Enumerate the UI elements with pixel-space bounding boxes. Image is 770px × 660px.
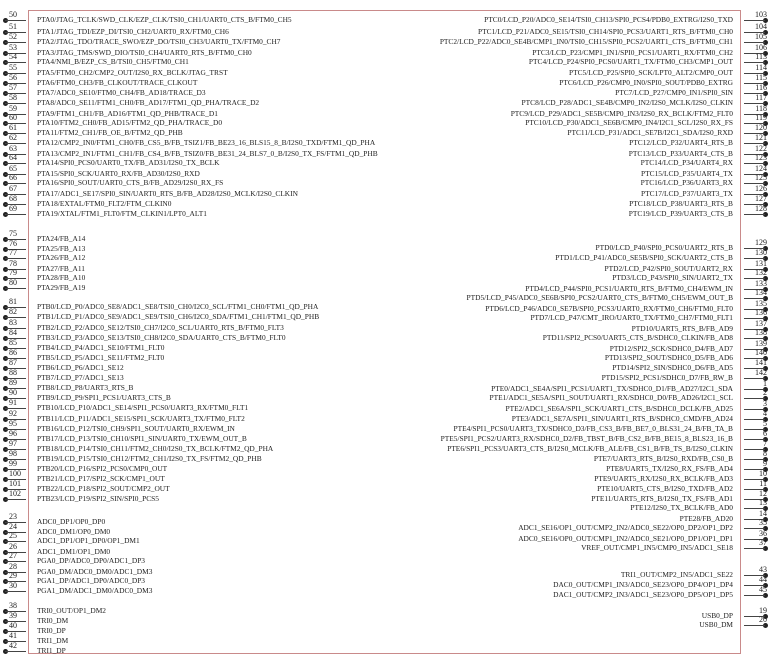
pin-number: 122 bbox=[755, 144, 767, 153]
pin-signal-label: PTE2/ADC1_SE6A/SPI1_SCK/UART1_CTS_B/SDHC0_DCLK/FB_AD25 bbox=[505, 404, 733, 413]
pin-number: 79 bbox=[9, 268, 17, 277]
pin-signal-label: PTB1/LCD_P1/ADC0_SE9/ADC1_SE9/TSI0_CH6/I2C0_SDA/FTM1_CH1/FTM1_QD_PHB bbox=[37, 312, 320, 321]
pin-signal-label: PTE10/UART5_CTS_B/I2S0_TXD/FB_AD2 bbox=[597, 484, 733, 493]
pin-number: 39 bbox=[9, 611, 17, 620]
pin-signal-label: PTD0/LCD_P40/SPI0_PCS0/UART2_RTS_B bbox=[595, 243, 733, 252]
pin-signal-label: PTD11/SPI2_PCS0/UART5_CTS_B/SDHC0_CLKIN/FB_AD8 bbox=[542, 333, 733, 342]
pin-signal-label: PTD15/SPI2_PCS1/SDHC0_D7/FB_RW_B bbox=[601, 373, 733, 382]
pin-number: 81 bbox=[9, 297, 17, 306]
pin-signal-label: PTE11/UART5_RTS_B/I2S0_TX_FS/FB_AD1 bbox=[591, 494, 733, 503]
pin-signal-label: PTC15/LCD_P35/UART4_TX bbox=[641, 169, 733, 178]
pin-number: 96 bbox=[9, 429, 17, 438]
pin-number: 6 bbox=[763, 429, 767, 438]
pin-signal-label: PTE4/SPI1_PCS0/UART3_TX/SDHC0_D3/FB_CS3_B/FB_BE7_0_BLS31_24_B/FB_TA_B bbox=[453, 424, 733, 433]
pin-number: 86 bbox=[9, 348, 17, 357]
pin-signal-label: PTA7/ADC0_SE10/FTM0_CH4/FB_AD18/TRACE_D3 bbox=[37, 88, 206, 97]
pin-signal-label: PTE0/ADC1_SE4A/SPI1_PCS1/UART1_TX/SDHC0_D1/FB_AD27/I2C1_SDA bbox=[491, 384, 733, 393]
pin-signal-label: TRI0_DM bbox=[37, 616, 69, 625]
pin-number: 8 bbox=[763, 449, 767, 458]
pin-number: 127 bbox=[755, 194, 767, 203]
pin-signal-label: TRI1_DP bbox=[37, 646, 66, 655]
pin-signal-label: PTD10/UART5_RTS_B/FB_AD9 bbox=[631, 324, 733, 333]
pin-number: 66 bbox=[9, 173, 17, 182]
pin-signal-label: PTA17/ADC1_SE17/SPI0_SIN/UART0_RTS_B/FB_AD28/I2S0_MCLK/I2S0_CLKIN bbox=[37, 189, 298, 198]
pin-number: 14 bbox=[759, 509, 767, 518]
pin-signal-label: PTA6/FTM0_CH3/FB_CLKOUT/TRACE_CLKOUT bbox=[37, 78, 198, 87]
pin-signal-label: PTD13/SPI2_SOUT/SDHC0_D5/FB_AD6 bbox=[604, 353, 733, 362]
pin-signal-label: PTC17/LCD_P37/UART3_TX bbox=[641, 189, 733, 198]
pin-signal-label: ADC0_DM1/OP0_DM0 bbox=[37, 527, 111, 536]
pin-lead bbox=[744, 625, 765, 626]
pin-number: 53 bbox=[9, 43, 17, 52]
pin-signal-label: PTC5/LCD_P25/SPI0_SCK/LPT0_ALT2/CMP0_OUT bbox=[569, 68, 733, 77]
pin-number: 27 bbox=[9, 551, 17, 560]
pin-number: 59 bbox=[9, 104, 17, 113]
pin-signal-label: PTB22/LCD_P18/SPI2_SOUT/CMP2_OUT bbox=[37, 484, 170, 493]
pin-signal-label: PTC3/LCD_P23/CMP1_IN1/SPI0_PCS1/UART1_RX/FTM0_CH2 bbox=[532, 48, 733, 57]
pin-signal-label: PTB21/LCD_P17/SPI2_SCK/CMP1_OUT bbox=[37, 474, 165, 483]
pin-signal-label: PTB4/LCD_P4/ADC1_SE10/FTM1_FLT0 bbox=[37, 343, 165, 352]
pin-number: 28 bbox=[9, 562, 17, 571]
pin-number: 90 bbox=[9, 388, 17, 397]
pin-number: 103 bbox=[755, 10, 767, 19]
pin-signal-label: PTB9/LCD_P9/SPI1_PCS1/UART3_CTS_B bbox=[37, 393, 171, 402]
pin-number: 141 bbox=[755, 358, 767, 367]
pin-signal-label: PTA25/FB_A13 bbox=[37, 244, 86, 253]
pin-number: 113 bbox=[755, 52, 767, 61]
pin-signal-label: PTC1/LCD_P21/ADC0_SE15/TSI0_CH14/SPI0_PCS3/UART1_RTS_B/FTM0_CH0 bbox=[478, 27, 733, 36]
pin-signal-label: PTA3/JTAG_TMS/SWD_DIO/TSI0_CH4/UART0_RTS_B/FTM0_CH0 bbox=[37, 48, 252, 57]
pin-lead bbox=[744, 20, 765, 21]
pin-signal-label: PTA8/ADC0_SE11/FTM1_CH0/FB_AD17/FTM1_QD_PHA/TRACE_D2 bbox=[37, 98, 260, 107]
pin-number: 142 bbox=[755, 368, 767, 377]
pin-signal-label: PTA11/FTM2_CH1/FB_OE_B/FTM2_QD_PHB bbox=[37, 128, 183, 137]
pin-signal-label: USB0_DM bbox=[699, 620, 733, 629]
pin-number: 61 bbox=[9, 123, 17, 132]
pin-signal-label: PTE8/UART5_TX/I2S0_RX_FS/FB_AD4 bbox=[606, 464, 733, 473]
pin-number: 69 bbox=[9, 204, 17, 213]
pin-number: 136 bbox=[755, 308, 767, 317]
pin-signal-label: PTC11/LCD_P31/ADC1_SE7B/I2C1_SDA/I2S0_RXD bbox=[567, 128, 733, 137]
pin-number: 62 bbox=[9, 133, 17, 142]
pin-signal-label: PTE28/FB_AD20 bbox=[679, 514, 733, 523]
pin-number: 7 bbox=[763, 439, 767, 448]
pin-number: 51 bbox=[9, 22, 17, 31]
pin-signal-label: PTC9/LCD_P29/ADC1_SE5B/CMP0_IN3/I2S0_RX_BCLK/FTM2_FLT0 bbox=[510, 109, 733, 118]
pin-number: 102 bbox=[9, 489, 21, 498]
pin-number: 121 bbox=[755, 133, 767, 142]
pin-number: 40 bbox=[9, 621, 17, 630]
pin-number: 5 bbox=[763, 419, 767, 428]
pin-number: 77 bbox=[9, 248, 17, 257]
pin-number: 55 bbox=[9, 63, 17, 72]
pin-number: 120 bbox=[755, 123, 767, 132]
pin-signal-label: PTA28/FB_A10 bbox=[37, 273, 86, 282]
pin-signal-label: PTB6/LCD_P6/ADC1_SE12 bbox=[37, 363, 124, 372]
pin-signal-label: PTA0/JTAG_TCLK/SWD_CLK/EZP_CLK/TSI0_CH1/UART0_CTS_B/FTM0_CH5 bbox=[37, 15, 292, 24]
pin-signal-label: PTA12/CMP2_IN0/FTM1_CH0/FB_CS5_B/FB_TSIZ1/FB_BE23_16_BLS15_8_B/I2S0_TXD/FTM1_QD_PHA bbox=[37, 138, 376, 147]
pin-number: 50 bbox=[9, 10, 17, 19]
pin-lead bbox=[5, 214, 26, 215]
pin-signal-label: TRI1_DM bbox=[37, 636, 69, 645]
pin-number: 88 bbox=[9, 368, 17, 377]
pin-signal-label: PTE3/ADC1_SE7A/SPI1_SIN/UART1_RTS_B/SDHC0_CMD/FB_AD24 bbox=[511, 414, 733, 423]
pin-signal-label: PTB2/LCD_P2/ADC0_SE12/TSI0_CH7/I2C0_SCL/UART0_RTS_B/FTM0_FLT3 bbox=[37, 323, 284, 332]
pin-number: 29 bbox=[9, 571, 17, 580]
pin-signal-label: PTA15/SPI0_SCK/UART0_RX/FB_AD30/I2S0_RXD bbox=[37, 169, 200, 178]
pin-number: 83 bbox=[9, 318, 17, 327]
pin-signal-label: USB0_DP bbox=[701, 611, 733, 620]
pin-number: 99 bbox=[9, 459, 17, 468]
pin-number: 63 bbox=[9, 144, 17, 153]
pin-signal-label: ADC0_DP1/OP0_DP0 bbox=[37, 517, 106, 526]
pin-number: 95 bbox=[9, 419, 17, 428]
pin-signal-label: PTE9/UART5_RX/I2S0_RX_BCLK/FB_AD3 bbox=[594, 474, 733, 483]
pin-number: 3 bbox=[763, 399, 767, 408]
pin-number: 134 bbox=[755, 288, 767, 297]
pin-number: 140 bbox=[755, 348, 767, 357]
pin-signal-label: PTB20/LCD_P16/SPI2_PCS0/CMP0_OUT bbox=[37, 464, 168, 473]
pin-signal-label: PTE12/I2S0_TX_BCLK/FB_AD0 bbox=[630, 503, 733, 512]
pin-number: 65 bbox=[9, 164, 17, 173]
pin-number: 75 bbox=[9, 229, 17, 238]
pin-number: 89 bbox=[9, 378, 17, 387]
pin-number: 67 bbox=[9, 184, 17, 193]
pin-signal-label: PTC0/LCD_P20/ADC0_SE14/TSI0_CH13/SPI0_PCS4/PDB0_EXTRG/I2S0_TXD bbox=[484, 15, 733, 24]
pin-number: 57 bbox=[9, 83, 17, 92]
pin-number: 54 bbox=[9, 52, 17, 61]
pin-signal-label: PGA1_DP/ADC1_DP0/ADC0_DP3 bbox=[37, 576, 146, 585]
pin-signal-label: PGA1_DM/ADC1_DM0/ADC0_DM3 bbox=[37, 586, 153, 595]
pin-signal-label: PTA9/FTM1_CH1/FB_AD16/FTM1_QD_PHB/TRACE_D1 bbox=[37, 109, 218, 118]
pin-signal-label: PTD12/SPI2_SCK/SDHC0_D4/FB_AD7 bbox=[609, 344, 733, 353]
pin-number: 132 bbox=[755, 268, 767, 277]
pin-number: 138 bbox=[755, 328, 767, 337]
pin-signal-label: ADC1_SE16/OP1_OUT/CMP2_IN2/ADC0_SE22/OP0_DP2/OP1_DP2 bbox=[518, 523, 733, 532]
pin-number: 35 bbox=[759, 518, 767, 527]
pin-signal-label: PTA24/FB_A14 bbox=[37, 234, 86, 243]
pin-number: 129 bbox=[755, 238, 767, 247]
pin-number: 2 bbox=[763, 388, 767, 397]
pin-signal-label: PTB5/LCD_P5/ADC1_SE11/FTM2_FLT0 bbox=[37, 353, 165, 362]
pin-number: 41 bbox=[9, 631, 17, 640]
pin-number: 118 bbox=[755, 104, 767, 113]
pin-number: 13 bbox=[759, 498, 767, 507]
pin-number: 45 bbox=[759, 585, 767, 594]
pin-signal-label: PTA13/CMP2_IN1/FTM1_CH1/FB_CS4_B/FB_TSIZ0/FB_BE31_24_BLS7_0_B/I2S0_TX_FS/FTM1_QD_PHB bbox=[37, 149, 378, 158]
pin-lead bbox=[744, 548, 765, 549]
pin-signal-label: PTC4/LCD_P24/SPI0_PCS0/UART1_TX/FTM0_CH3/CMP1_OUT bbox=[528, 57, 733, 66]
pin-number: 123 bbox=[755, 153, 767, 162]
pin-lead bbox=[5, 499, 26, 500]
pin-signal-label: PGA0_DM/ADC0_DM0/ADC1_DM3 bbox=[37, 567, 153, 576]
pin-number: 30 bbox=[9, 581, 17, 590]
pin-signal-label: PTC13/LCD_P33/UART4_CTS_B bbox=[628, 149, 733, 158]
pin-number: 26 bbox=[9, 542, 17, 551]
pin-number: 58 bbox=[9, 93, 17, 102]
pin-signal-label: PTA29/FB_A19 bbox=[37, 283, 86, 292]
pin-signal-label: PTB8/LCD_P8/UART3_RTS_B bbox=[37, 383, 134, 392]
pin-signal-label: PTD6/LCD_P46/ADC0_SE7B/SPI0_PCS3/UART0_RX/FTM0_CH6/FTM0_FLT0 bbox=[485, 304, 733, 313]
pin-signal-label: PTE5/SPI1_PCS2/UART3_RX/SDHC0_D2/FB_TBST_B/FB_CS2_B/FB_BE15_8_BLS23_16_B bbox=[440, 434, 733, 443]
pin-signal-label: PTC18/LCD_P38/UART3_RTS_B bbox=[629, 199, 733, 208]
pin-number: 105 bbox=[755, 32, 767, 41]
pin-signal-label: DAC1_OUT/CMP2_IN3/ADC1_SE23/OP0_DP5/OP1_DP5 bbox=[553, 590, 733, 599]
pin-signal-label: PTA14/SPI0_PCS0/UART0_TX/FB_AD31/I2S0_TX_BCLK bbox=[37, 158, 220, 167]
left-pin-69 bbox=[0, 204, 390, 223]
pin-signal-label: PTA19/XTAL/FTM1_FLT0/FTM_CLKIN1/LPT0_ALT1 bbox=[37, 209, 207, 218]
pin-number: 24 bbox=[9, 522, 17, 531]
pin-signal-label: PTA27/FB_A11 bbox=[37, 264, 86, 273]
pin-signal-label: DAC0_OUT/CMP1_IN3/ADC0_SE23/OP0_DP4/OP1_DP4 bbox=[553, 580, 733, 589]
pin-signal-label: PTA5/FTM0_CH2/CMP2_OUT/I2S0_RX_BCLK/JTAG_TRST bbox=[37, 68, 228, 77]
pin-number: 98 bbox=[9, 449, 17, 458]
pin-signal-label: PTC12/LCD_P32/UART4_RTS_B bbox=[629, 138, 733, 147]
pin-signal-label: PTD1/LCD_P41/ADC0_SE5B/SPI0_SCK/UART2_CTS_B bbox=[555, 253, 733, 262]
pin-number: 97 bbox=[9, 439, 17, 448]
pin-signal-label: ADC1_DM1/OP1_DM0 bbox=[37, 547, 111, 556]
pin-number: 64 bbox=[9, 153, 17, 162]
pin-signal-label: PTC19/LCD_P39/UART3_CTS_B bbox=[628, 209, 733, 218]
pin-signal-label: PTB0/LCD_P0/ADC0_SE8/ADC1_SE8/TSI0_CH0/I2C0_SCL/FTM1_CH0/FTM1_QD_PHA bbox=[37, 302, 319, 311]
pin-signal-label: PTD4/LCD_P44/SPI0_PCS1/UART0_RTS_B/FTM0_CH4/EWM_IN bbox=[525, 284, 733, 293]
pin-number: 36 bbox=[759, 529, 767, 538]
pin-signal-label: PTB7/LCD_P7/ADC1_SE13 bbox=[37, 373, 124, 382]
pin-number: 133 bbox=[755, 279, 767, 288]
pin-signal-label: TRI1_OUT/CMP2_IN5/ADC1_SE22 bbox=[620, 570, 733, 579]
pin-number: 43 bbox=[759, 565, 767, 574]
pin-signal-label: PTD14/SPI2_SIN/SDHC0_D6/FB_AD5 bbox=[612, 363, 733, 372]
pin-signal-label: PTB23/LCD_P19/SPI2_SIN/SPI0_PCS5 bbox=[37, 494, 159, 503]
pin-lead bbox=[5, 651, 26, 652]
pin-number: 9 bbox=[763, 459, 767, 468]
right-pin-45 bbox=[380, 585, 770, 604]
pin-signal-label: PTE6/SPI1_PCS3/UART3_CTS_B/I2S0_MCLK/FB_ALE/FB_CS1_B/FB_TS_B/I2S0_CLKIN bbox=[447, 444, 733, 453]
left-pin-30 bbox=[0, 581, 390, 600]
pin-signal-label: PTC10/LCD_P30/ADC1_SE6B/CMP0_IN4/I2C1_SCL/I2S0_RX_FS bbox=[525, 118, 733, 127]
pin-signal-label: ADC1_DP1/OP1_DP0/OP1_DM1 bbox=[37, 536, 140, 545]
pin-signal-label: PTC6/LCD_P26/CMP0_IN0/SPI0_SOUT/PDB0_EXTRG bbox=[559, 78, 733, 87]
pin-number: 19 bbox=[759, 606, 767, 615]
pin-signal-label: PTD5/LCD_P45/ADC0_SE6B/SPI0_PCS2/UART0_CTS_B/FTM0_CH5/EWM_OUT_B bbox=[466, 293, 733, 302]
pin-number: 85 bbox=[9, 338, 17, 347]
pin-signal-label: PTB3/LCD_P3/ADC0_SE13/TSI0_CH8/I2C0_SDA/UART0_CTS_B/FTM0_FLT0 bbox=[37, 333, 286, 342]
pin-signal-label: PTB18/LCD_P14/TSI0_CH11/FTM2_CH0/I2S0_TX_BCLK/FTM2_QD_PHA bbox=[37, 444, 274, 453]
pin-number: 84 bbox=[9, 328, 17, 337]
pin-number: 106 bbox=[755, 43, 767, 52]
pin-signal-label: PTB11/LCD_P11/ADC1_SE15/SPI1_SCK/UART3_TX/FTM0_FLT2 bbox=[37, 414, 245, 423]
right-pin-128 bbox=[380, 204, 770, 223]
pin-number: 131 bbox=[755, 259, 767, 268]
pin-signal-label: PTB16/LCD_P12/TSI0_CH9/SPI1_SOUT/UART0_RX/EWM_IN bbox=[37, 424, 235, 433]
pin-signal-label: PTE1/ADC1_SE5A/SPI1_SOUT/UART1_RX/SDHC0_D0/FB_AD26/I2C1_SCL bbox=[489, 393, 733, 402]
pin-number: 38 bbox=[9, 601, 17, 610]
pin-number: 44 bbox=[759, 575, 767, 584]
pin-number: 4 bbox=[763, 409, 767, 418]
pin-lead bbox=[744, 595, 765, 596]
pin-signal-label: PTC16/LCD_P36/UART3_RX bbox=[640, 178, 733, 187]
pin-signal-label: PTE7/UART3_RTS_B/I2S0_RXD/FB_CS0_B bbox=[593, 454, 733, 463]
pin-number: 124 bbox=[755, 164, 767, 173]
pin-number: 116 bbox=[755, 83, 767, 92]
pin-number: 101 bbox=[9, 479, 21, 488]
pin-number: 23 bbox=[9, 512, 17, 521]
pin-number: 56 bbox=[9, 73, 17, 82]
pin-number: 117 bbox=[755, 93, 767, 102]
pin-number: 114 bbox=[755, 63, 767, 72]
pin-signal-label: VREF_OUT/CMP1_IN5/CMP0_IN5/ADC1_SE18 bbox=[581, 543, 733, 552]
pin-signal-label: PTA1/JTAG_TDI/EZP_DI/TSI0_CH2/UART0_RX/FTM0_CH6 bbox=[37, 27, 229, 36]
pin-number: 76 bbox=[9, 239, 17, 248]
pin-number: 37 bbox=[759, 538, 767, 547]
pin-number: 92 bbox=[9, 409, 17, 418]
pin-number: 135 bbox=[755, 299, 767, 308]
pin-number: 130 bbox=[755, 248, 767, 257]
left-pin-42 bbox=[0, 641, 390, 660]
pin-number: 87 bbox=[9, 358, 17, 367]
pin-lead bbox=[5, 20, 26, 21]
pin-number: 20 bbox=[759, 615, 767, 624]
pin-signal-label: PTB10/LCD_P10/ADC1_SE14/SPI1_PCS0/UART3_RX/FTM0_FLT1 bbox=[37, 403, 249, 412]
pin-number: 128 bbox=[755, 204, 767, 213]
pin-number: 80 bbox=[9, 278, 17, 287]
pin-signal-label: PTD3/LCD_P43/SPI0_SIN/UART2_TX bbox=[612, 273, 733, 282]
pin-number: 104 bbox=[755, 22, 767, 31]
pin-number: 68 bbox=[9, 194, 17, 203]
pin-number: 60 bbox=[9, 113, 17, 122]
pin-number: 115 bbox=[755, 73, 767, 82]
pin-number: 1 bbox=[763, 379, 767, 388]
pin-signal-label: ADC0_SE16/OP0_OUT/CMP1_IN2/ADC0_SE21/OP0_DP1/OP1_DP1 bbox=[518, 534, 733, 543]
pin-number: 119 bbox=[755, 113, 767, 122]
pin-signal-label: PTA10/FTM2_CH0/FB_AD15/FTM2_QD_PHA/TRACE_D0 bbox=[37, 118, 223, 127]
pin-number: 42 bbox=[9, 641, 17, 650]
pin-lead bbox=[744, 214, 765, 215]
pin-number: 125 bbox=[755, 173, 767, 182]
pin-signal-label: PTC14/LCD_P34/UART4_RX bbox=[640, 158, 733, 167]
pin-number: 126 bbox=[755, 184, 767, 193]
pin-signal-label: TRI0_OUT/OP1_DM2 bbox=[37, 606, 106, 615]
pin-signal-label: TRI0_DP bbox=[37, 626, 66, 635]
pin-signal-label: PTA18/EXTAL/FTM0_FLT2/FTM_CLKIN0 bbox=[37, 199, 172, 208]
pin-signal-label: PTC8/LCD_P28/ADC1_SE4B/CMP0_IN2/I2S0_MCLK/I2S0_CLKIN bbox=[521, 98, 733, 107]
pin-number: 25 bbox=[9, 531, 17, 540]
pin-signal-label: PTA2/JTAG_TDO/TRACE_SWO/EZP_DO/TSI0_CH3/UART0_TX/FTM0_CH7 bbox=[37, 37, 281, 46]
pin-signal-label: PTC7/LCD_P27/CMP0_IN1/SPI0_SIN bbox=[615, 88, 733, 97]
pin-signal-label: PTA26/FB_A12 bbox=[37, 253, 86, 262]
pin-number: 91 bbox=[9, 398, 17, 407]
pin-number: 10 bbox=[759, 469, 767, 478]
pin-signal-label: PTA4/NMI_B/EZP_CS_B/TSI0_CH5/FTM0_CH1 bbox=[37, 57, 189, 66]
pin-number: 137 bbox=[755, 319, 767, 328]
pin-number: 100 bbox=[9, 469, 21, 478]
pin-signal-label: PTB17/LCD_P13/TSI0_CH10/SPI1_SIN/UART0_TX/EWM_OUT_B bbox=[37, 434, 247, 443]
pin-signal-label: PGA0_DP/ADC0_DP0/ADC1_DP3 bbox=[37, 556, 146, 565]
pin-number: 78 bbox=[9, 259, 17, 268]
pin-number: 139 bbox=[755, 339, 767, 348]
pin-signal-label: PTD7/LCD_P47/CMT_IRO/UART0_TX/FTM0_CH7/FTM0_FLT1 bbox=[530, 313, 733, 322]
left-pin-102 bbox=[0, 489, 390, 508]
pin-signal-label: PTC2/LCD_P22/ADC0_SE4B/CMP1_IN0/TSI0_CH15/SPI0_PCS2/UART1_CTS_B/FTM0_CH1 bbox=[439, 37, 733, 46]
pin-signal-label: PTB19/LCD_P15/TSI0_CH12/FTM2_CH1/I2S0_TX_FS/FTM2_QD_PHB bbox=[37, 454, 262, 463]
pin-number: 82 bbox=[9, 307, 17, 316]
pin-number: 12 bbox=[759, 489, 767, 498]
pin-signal-label: PTA16/SPI0_SOUT/UART0_CTS_B/FB_AD29/I2S0_RX_FS bbox=[37, 178, 224, 187]
pin-lead bbox=[5, 288, 26, 289]
pin-signal-label: PTD2/LCD_P42/SPI0_SOUT/UART2_RX bbox=[604, 264, 733, 273]
pin-number: 52 bbox=[9, 32, 17, 41]
left-pin-80 bbox=[0, 278, 390, 297]
pin-lead bbox=[5, 591, 26, 592]
pin-number: 11 bbox=[759, 479, 767, 488]
